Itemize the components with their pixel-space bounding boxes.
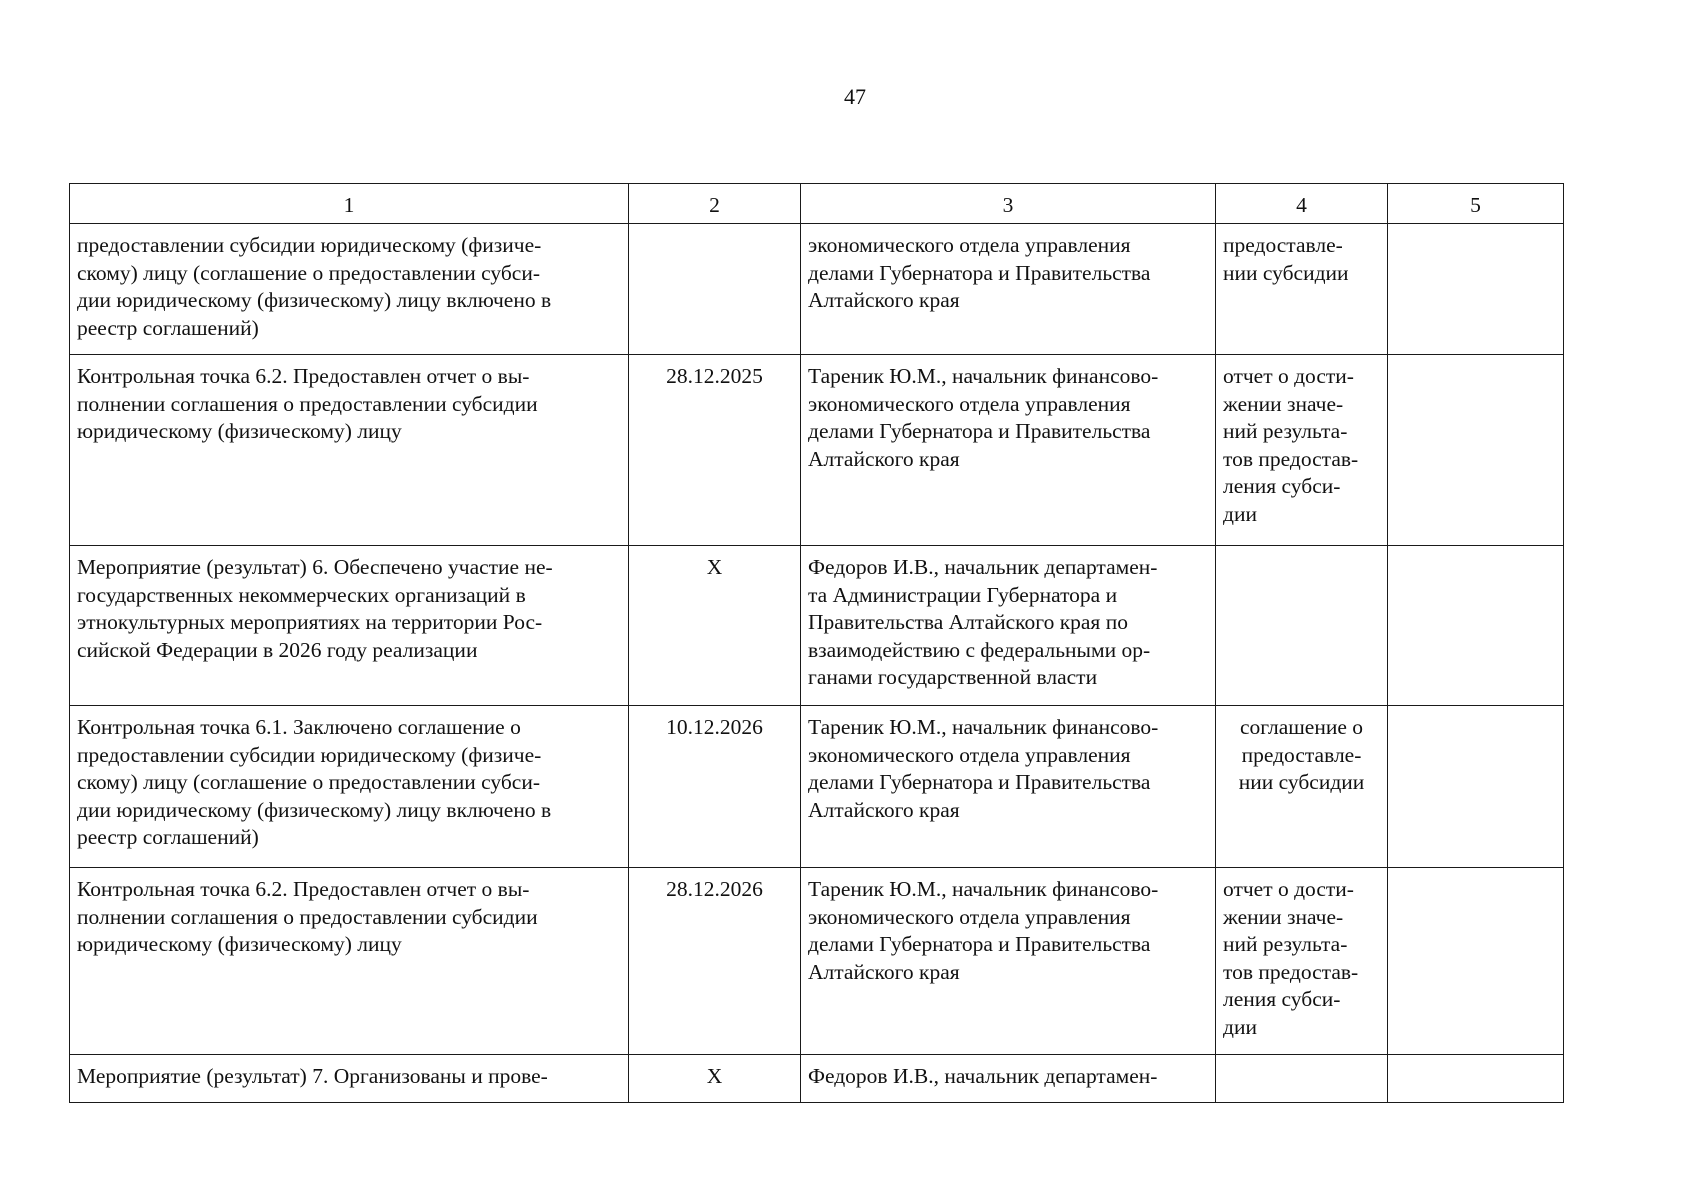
document-cell: [1216, 868, 1388, 1055]
table-row: [70, 355, 1564, 546]
extra-cell: [1388, 706, 1564, 868]
extra-cell: [1388, 868, 1564, 1055]
extra-cell: [1388, 1055, 1564, 1103]
event-description: Мероприятие (результат) 6. Обеспечено участие не- государственных некоммерческих организаций в этнокультурных мероприятиях на территории Рос- сийской Федерации в 2026 году реализации: [77, 555, 553, 662]
event-description: предоставлении субсидии юридическому (физиче- скому) лицу (соглашение о предоставлении субси- дии юридическому (физическому) лицу включено в реестр соглашений): [77, 233, 552, 340]
document-cell: [1216, 355, 1388, 546]
event-description-cell: [70, 1055, 629, 1103]
event-description: Контрольная точка 6.2. Предоставлен отчет о вы- полнении соглашения о предоставлении субсидии юридическому (физическому) лицу: [77, 877, 538, 956]
event-description: Мероприятие (результат) 7. Организованы и прове-: [77, 1064, 548, 1088]
document-cell: [1216, 1055, 1388, 1103]
deadline: 28.12.2026: [666, 877, 763, 901]
responsible: Тареник Ю.М., начальник финансово- экономического отдела управления делами Губернатора и Правительства Алтайского края: [808, 715, 1159, 822]
responsible: Федоров И.В., начальник департамен-: [808, 1064, 1158, 1088]
extra-cell: [1388, 355, 1564, 546]
responsible-cell: [801, 546, 1216, 706]
table-row: [70, 706, 1564, 868]
deadline: 10.12.2026: [666, 715, 763, 739]
document: отчет о дости- жении значе- ний результа- тов предостав- ления субси- дии: [1223, 364, 1359, 526]
page-number: 47: [844, 84, 866, 109]
deadline-cell: [629, 706, 801, 868]
deadline-cell: [629, 355, 801, 546]
deadline: X: [706, 1064, 723, 1088]
event-description-cell: [70, 224, 629, 355]
document-cell: [1216, 546, 1388, 706]
event-description-cell: [70, 355, 629, 546]
responsible-cell: [801, 706, 1216, 868]
document-cell: [1216, 706, 1388, 868]
deadline-cell: [629, 224, 801, 355]
deadline-cell: [629, 868, 801, 1055]
column-header-2: 2: [629, 184, 801, 224]
event-description: Контрольная точка 6.1. Заключено соглашение о предоставлении субсидии юридическому (физиче- скому) лицу (соглашение о предоставлении субси- дии юридическому (физическому) лицу включено в реестр соглашений): [77, 715, 552, 849]
responsible: Федоров И.В., начальник департамен- та Администрации Губернатора и Правительства Алтайского края по взаимодействию с федеральными ор- ганами государственной власти: [808, 555, 1158, 689]
responsible-cell: [801, 355, 1216, 546]
responsible: Тареник Ю.М., начальник финансово- экономического отдела управления делами Губернатора и Правительства Алтайского края: [808, 877, 1159, 984]
extra-cell: [1388, 224, 1564, 355]
table-row: [70, 868, 1564, 1055]
column-header-4: 4: [1216, 184, 1388, 224]
column-header-3: 3: [801, 184, 1216, 224]
document-cell: [1216, 224, 1388, 355]
table-row: [70, 224, 1564, 355]
document: соглашение о предоставле- нии субсидии: [1238, 715, 1365, 794]
plan-table: [69, 183, 1564, 1103]
table-row: [70, 546, 1564, 706]
deadline: X: [706, 555, 723, 579]
event-description-cell: [70, 706, 629, 868]
responsible: Тареник Ю.М., начальник финансово- экономического отдела управления делами Губернатора и Правительства Алтайского края: [808, 364, 1159, 471]
deadline: 28.12.2025: [666, 364, 763, 388]
responsible: экономического отдела управления делами Губернатора и Правительства Алтайского края: [808, 233, 1151, 312]
column-header-5: 5: [1388, 184, 1564, 224]
document: отчет о дости- жении значе- ний результа- тов предостав- ления субси- дии: [1223, 877, 1359, 1039]
responsible-cell: [801, 224, 1216, 355]
column-header-1: 1: [70, 184, 629, 224]
extra-cell: [1388, 546, 1564, 706]
deadline-cell: [629, 546, 801, 706]
document: предоставле- нии субсидии: [1223, 233, 1349, 285]
deadline-cell: [629, 1055, 801, 1103]
event-description-cell: [70, 868, 629, 1055]
responsible-cell: [801, 868, 1216, 1055]
column-number-row: [70, 184, 1564, 224]
responsible-cell: [801, 1055, 1216, 1103]
table-row: [70, 1055, 1564, 1103]
event-description-cell: [70, 546, 629, 706]
event-description: Контрольная точка 6.2. Предоставлен отчет о вы- полнении соглашения о предоставлении субсидии юридическому (физическому) лицу: [77, 364, 538, 443]
